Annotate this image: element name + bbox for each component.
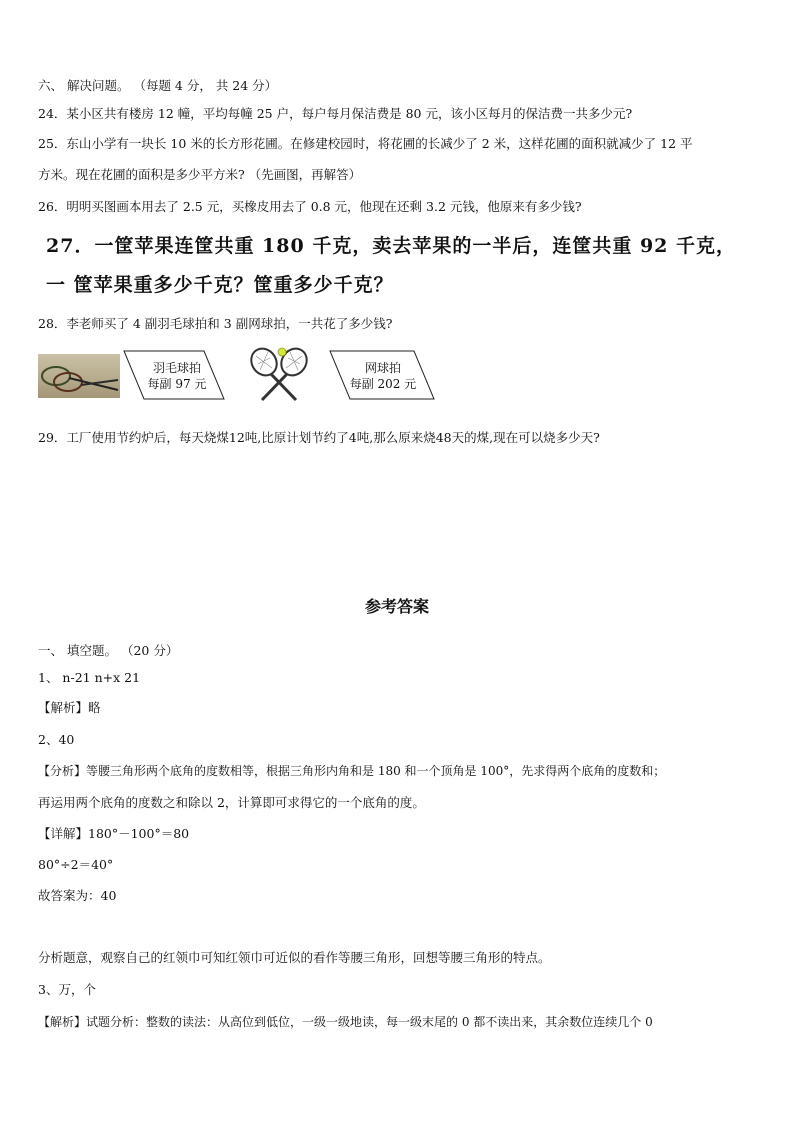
answer-2-detail-2: 80°÷2＝40°: [38, 857, 114, 872]
answer-2-note: 分析题意，观察自己的红领巾可知红领巾可近似的看作等腰三角形，回想等腰三角形的特点。: [38, 950, 551, 965]
tennis-label: 网球拍: [364, 361, 401, 375]
badminton-racket-photo: [38, 354, 120, 398]
answer-2-analysis-line-1: 【分析】等腰三角形两个底角的度数相等，根据三角形内角和是 180 和一个顶角是 100°，先求得两个底角的度数和；: [38, 764, 666, 778]
question-28-figure: [38, 346, 458, 406]
tennis-price: 每副 202 元: [349, 377, 417, 391]
answer-2-analysis-line-2: 再运用两个底角的度数之和除以 2，计算即可求得它的一个底角的度。: [38, 795, 425, 810]
badminton-price: 每副 97 元: [147, 377, 207, 391]
question-29: 29．工厂使用节约炉后，每天烧煤12吨,比原计划节约了4吨,那么原来烧48天的煤,现在可以烧多少天?: [38, 430, 600, 445]
answer-2: 2、40: [38, 732, 75, 747]
tennis-price-tag: [326, 350, 432, 400]
question-27-line-2: 一 筐苹果重多少千克？筐重多少千克？: [46, 274, 394, 296]
question-24: 24．某小区共有楼房 12 幢，平均每幢 25 户，每户每月保洁费是 80 元，该小区每月的保洁费一共多少元?: [38, 106, 633, 121]
question-26: 26．明明买图画本用去了 2.5 元，买橡皮用去了 0.8 元，他现在还剩 3.2 元钱，他原来有多少钱?: [38, 199, 582, 214]
badminton-price-tag: [120, 350, 226, 400]
question-27-line-1: 27．一筐苹果连筐共重 180 千克，卖去苹果的一半后，连筐共重 92 千克，: [46, 235, 737, 257]
answer-1-analysis: 【解析】略: [38, 700, 101, 715]
question-28: 28．李老师买了 4 副羽毛球拍和 3 副网球拍，一共花了多少钱?: [38, 316, 393, 331]
badminton-label: 羽毛球拍: [152, 361, 201, 375]
answers-section-1-header: 一、 填空题。 （20 分）: [38, 643, 179, 658]
question-25-line-2: 方米。现在花圃的面积是多少平方米? （先画图，再解答）: [38, 167, 362, 182]
answer-3-analysis: 【解析】试题分析：整数的读法：从高位到低位，一级一级地读，每一级末尾的 0 都不读出来，其余数位连续几个 0: [38, 1015, 653, 1029]
answer-2-answer: 故答案为：40: [38, 888, 117, 903]
answer-2-detail-1: 【详解】180°－100°＝80: [38, 826, 190, 841]
answer-3: 3、万，个: [38, 982, 96, 997]
tennis-racket-icon: [246, 346, 312, 404]
question-25-line-1: 25．东山小学有一块长 10 米的长方形花圃。在修建校园时，将花圃的长减少了 2 米，这样花圃的面积就减少了 12 平: [38, 136, 693, 151]
answers-title: 参考答案: [364, 597, 429, 616]
section-6-header: 六、 解决问题。 （每题 4 分， 共 24 分）: [38, 78, 278, 93]
answer-1: 1、 n-21 n+x 21: [38, 670, 141, 685]
